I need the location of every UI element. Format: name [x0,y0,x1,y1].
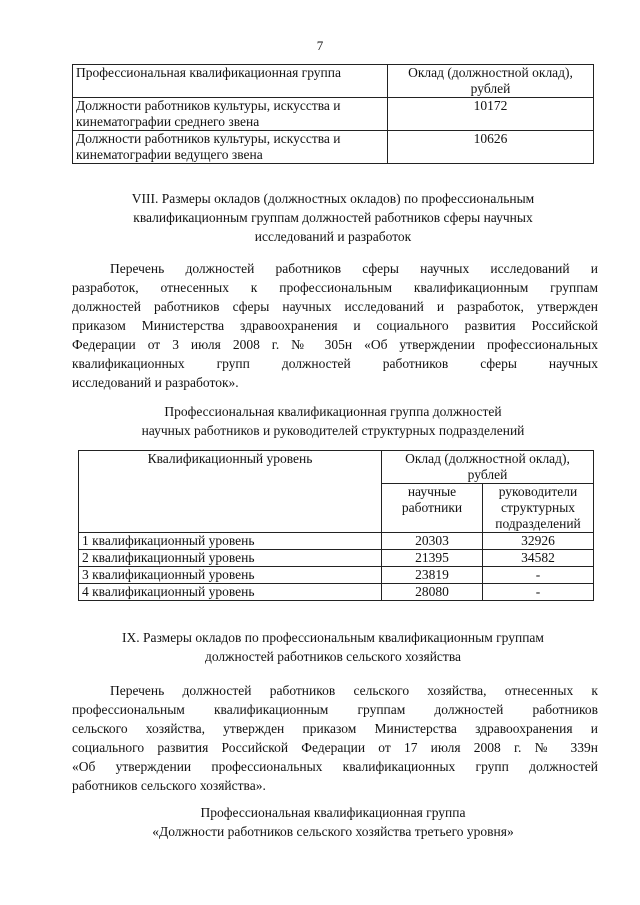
cell-heads: - [483,584,594,601]
section-paragraph-ix [72,681,598,795]
paragraph-line: приказом Министерства здравоохранения и социального развития Российской [72,318,598,333]
header-cell-salary: Оклад (должностной оклад), рублей [382,451,594,484]
table-row [79,584,594,601]
table-row [73,131,594,164]
section-heading-viii [72,189,594,246]
paragraph-line: квалификационных групп должностей работников сферы научных [72,356,598,371]
heading-line: исследований и разработок [254,229,412,244]
heading-line: должностей работников сельского хозяйства [204,649,462,664]
cell-heads: 34582 [483,550,594,567]
page-number: 7 [316,38,324,53]
salary-table-scientific [78,450,594,601]
section-heading-ix [72,628,594,666]
paragraph-line: «Об утверждении профессиональных квалификационных групп должностей [72,759,598,774]
paragraph-line: должностей работников сферы научных исследований и разработок, утвержден [72,299,598,314]
header-cell-salary: Оклад (должностной оклад), рублей [388,65,594,98]
header-cell-group: Профессиональная квалификационная группа [73,65,388,98]
table-row [79,567,594,584]
header-cell-level: Квалификационный уровень [79,451,382,533]
cell-scientists: 28080 [382,584,483,601]
header-cell-heads: руководители структурных подразделений [483,484,594,533]
paragraph-line: исследований и разработок». [72,375,239,390]
table-row [79,533,594,550]
cell-salary: 10626 [388,131,594,164]
salary-table-culture [72,64,594,164]
paragraph-line: Перечень должностей работников сферы научных исследований и [110,261,598,276]
paragraph-line: разработок, отнесенных к профессиональным квалификационным группам [72,280,598,295]
paragraph-line: социального развития Российской Федерации от 17 июля 2008 г. № 339н [72,740,598,755]
table-header-row [79,451,594,484]
cell-level: 3 квалификационный уровень [79,567,382,584]
cell-level: 2 квалификационный уровень [79,550,382,567]
cell-group: Должности работников культуры, искусства и кинематографии среднего звена [73,98,388,131]
cell-heads: - [483,567,594,584]
cell-heads: 32926 [483,533,594,550]
cell-level: 4 квалификационный уровень [79,584,382,601]
paragraph-line: Федерации от 3 июля 2008 г. № 305н «Об утверждении профессиональных [72,337,598,352]
paragraph-line: профессиональным квалификационным группам должностей работников [72,702,598,717]
heading-line: научных работников и руководителей структурных подразделений [141,423,525,438]
heading-line: Профессиональная квалификационная группа [200,805,466,820]
header-cell-scientists: научные работники [382,484,483,533]
paragraph-line: работников сельского хозяйства». [72,778,266,793]
group-heading-agriculture [72,803,594,841]
heading-line: квалификационным группам должностей работников сферы научных [133,210,533,225]
table-row [79,550,594,567]
paragraph-line: Перечень должностей работников сельского хозяйства, отнесенных к [110,683,598,698]
heading-line: Профессиональная квалификационная группа должностей [164,404,502,419]
group-heading-scientific [72,402,594,440]
cell-scientists: 20303 [382,533,483,550]
cell-scientists: 21395 [382,550,483,567]
table-row [73,98,594,131]
section-paragraph-viii [72,259,598,392]
heading-line: VIII. Размеры окладов (должностных окладов) по профессиональным [131,191,535,206]
cell-salary: 10172 [388,98,594,131]
table-header-row [73,65,594,98]
cell-level: 1 квалификационный уровень [79,533,382,550]
cell-scientists: 23819 [382,567,483,584]
cell-group: Должности работников культуры, искусства и кинематографии ведущего звена [73,131,388,164]
heading-line: IX. Размеры окладов по профессиональным квалификационным группам [122,630,544,645]
heading-line: «Должности работников сельского хозяйства третьего уровня» [152,824,514,839]
paragraph-line: сельского хозяйства, утвержден приказом Министерства здравоохранения и [72,721,598,736]
